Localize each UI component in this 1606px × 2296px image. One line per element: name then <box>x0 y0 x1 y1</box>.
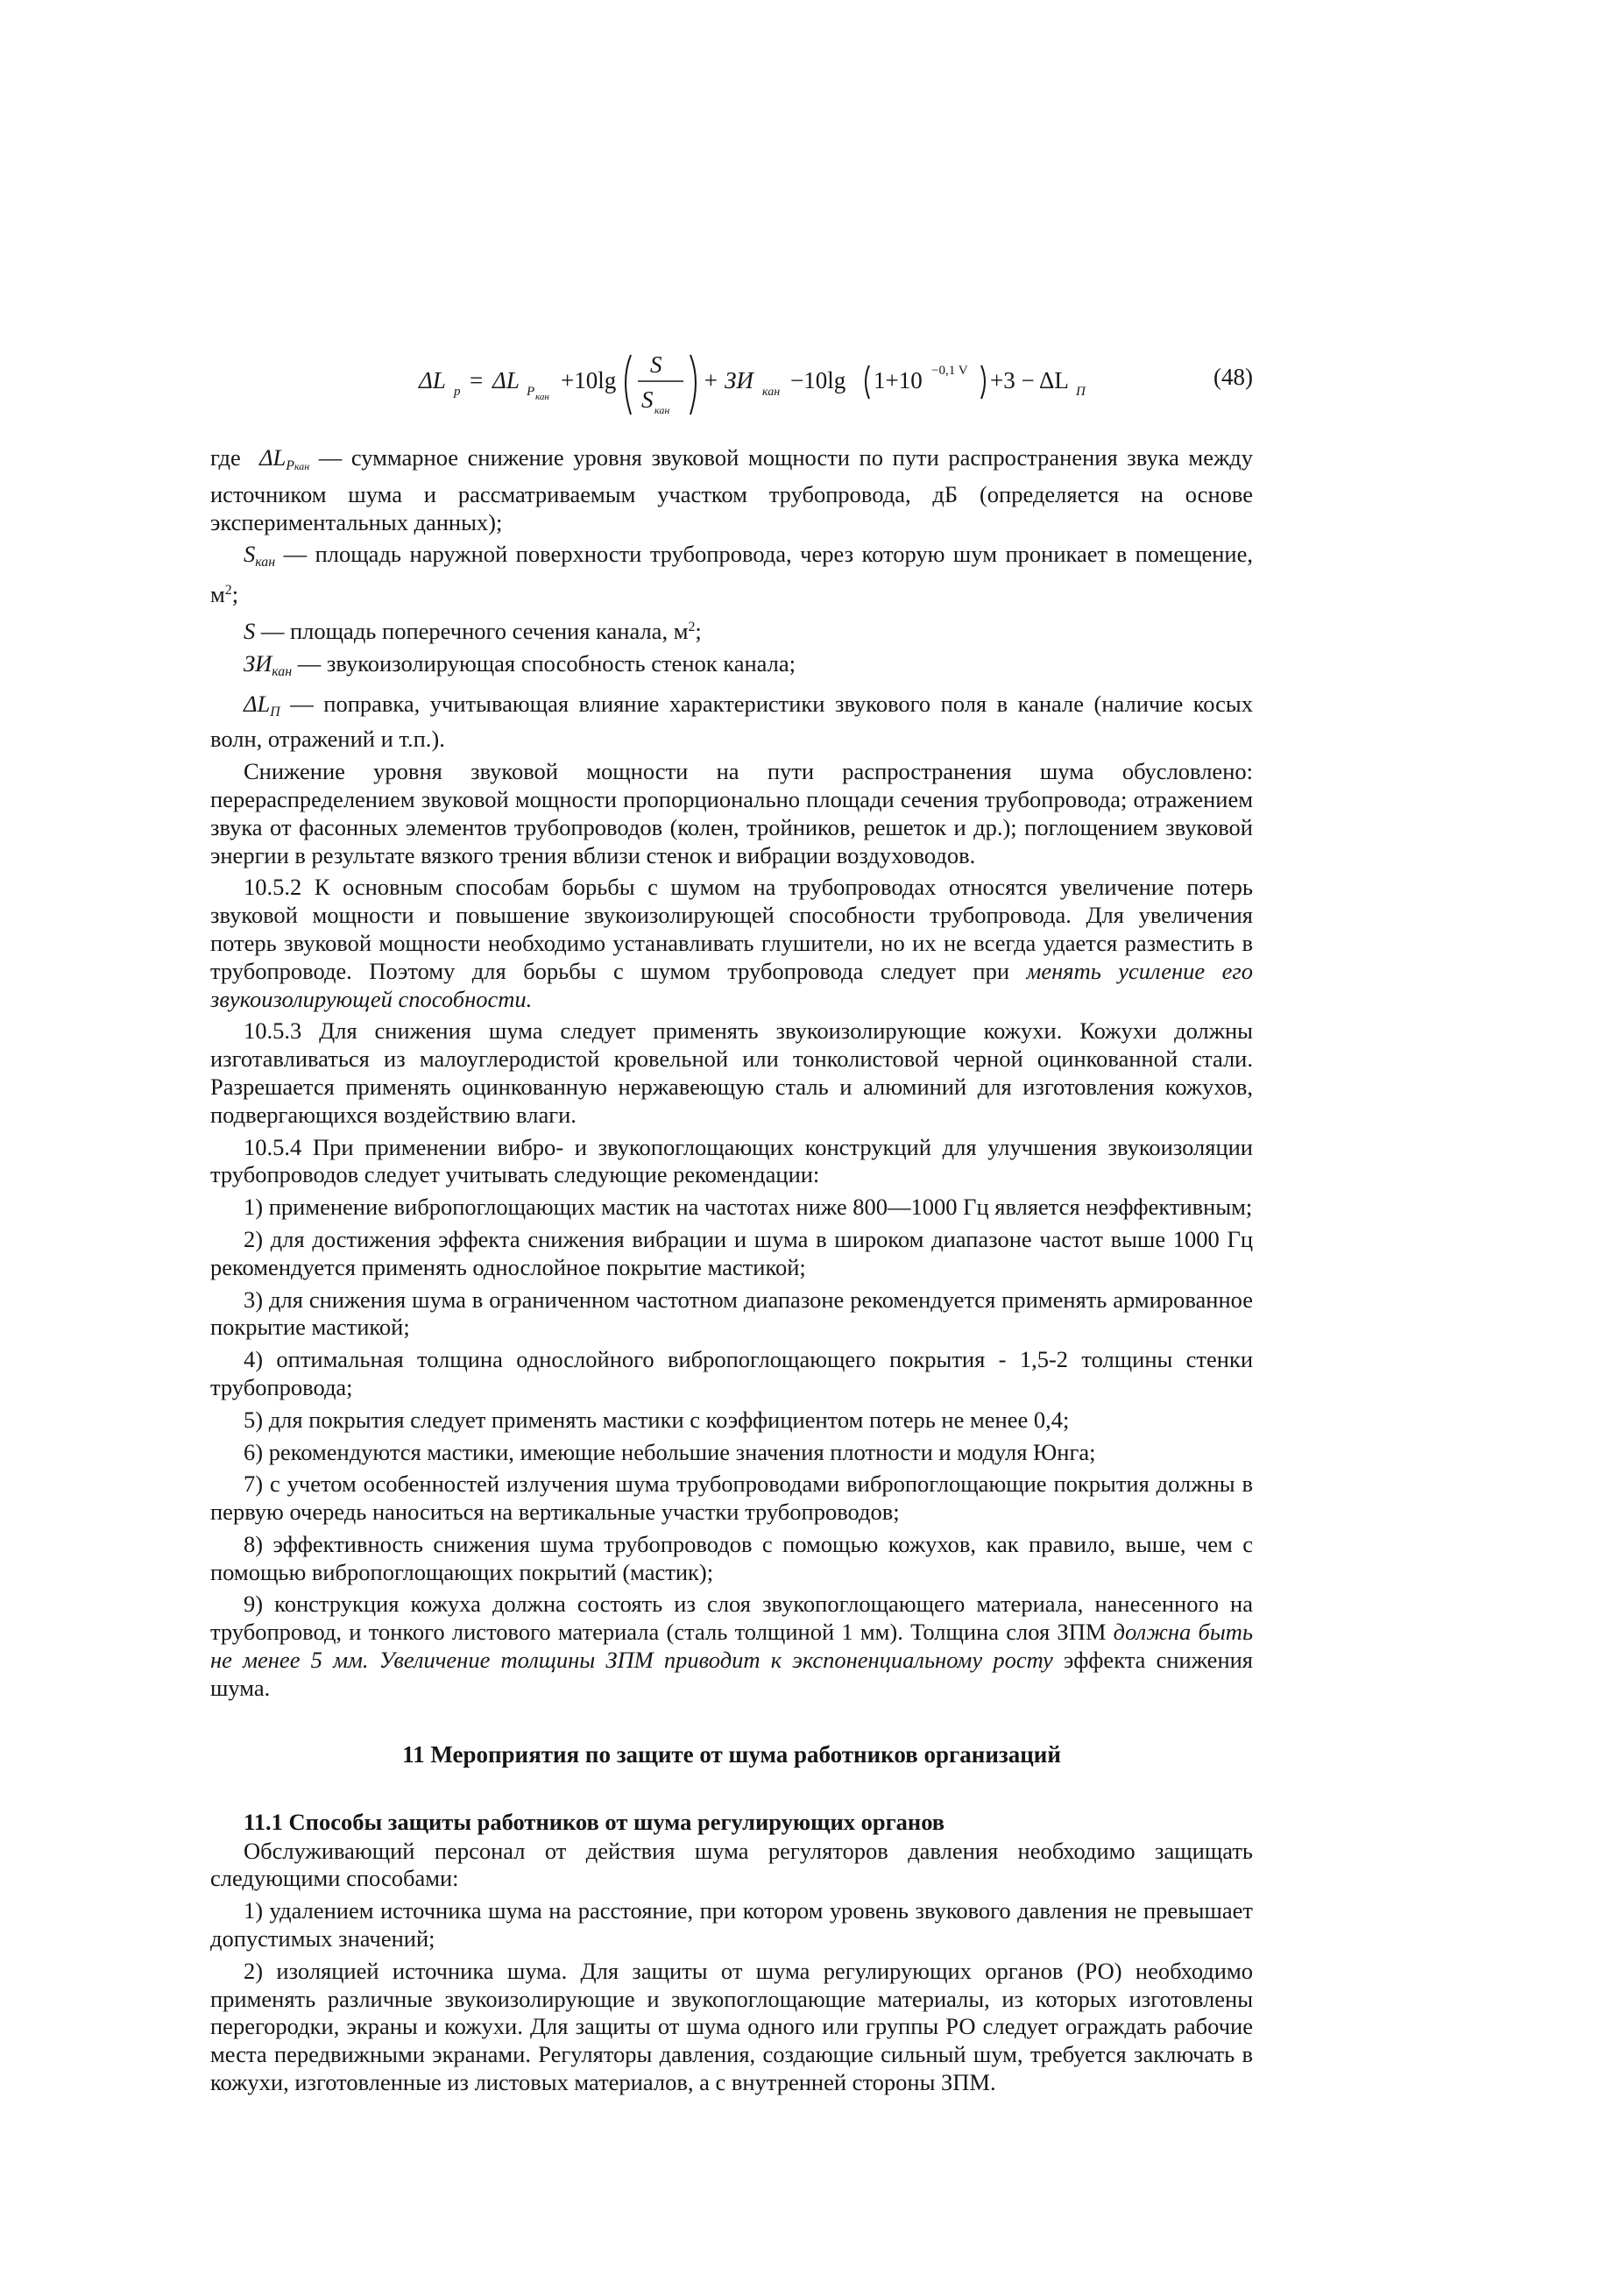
def-symbol: S <box>244 541 256 568</box>
section-11-title: 11 Мероприятия по защите от шума работников организаций <box>402 1740 1061 1768</box>
def-end: ; <box>231 581 239 608</box>
formula-graphic <box>412 337 1165 434</box>
formula-paren-in: 1+10 <box>874 367 923 393</box>
recommendation-9 <box>210 1591 1253 1702</box>
formula-tail-sub: П <box>1076 385 1086 399</box>
formula-tail: +3 − ΔL <box>990 367 1069 393</box>
subsection-11-1-title: 11.1 Способы защиты работников от шума регулирующих органов <box>244 1808 945 1835</box>
def-text: — поправка, учитывающая влияние характеристики звукового поля в канале (наличие косых волн, отражений и т.п.). <box>210 690 1253 753</box>
formula-paren-left <box>626 355 631 415</box>
formula-lhs: ΔL <box>419 367 446 393</box>
formula-frac-num: S <box>650 351 662 378</box>
formula-number: (48) <box>1213 364 1253 390</box>
def-text: — площадь наружной поверхности трубопровода, через которую шум проникает в помещение, м <box>210 541 1253 608</box>
where-subsub: кан <box>294 460 310 472</box>
paragraph-power-reduction: Снижение уровня звуковой мощности на пути распространения шума обусловлено: перераспределением звуковой мощности пропорционально площади сечения трубопровода; отражением звука от фасонных элементов трубопроводов (колен, тройников, решеток и др.); поглощением звуковой энергии в результате вязкого трения вблизи стенок и вибрации воздуховодов. <box>210 758 1253 868</box>
definition-delta-l-p <box>210 691 1253 755</box>
formula-paren2-left <box>866 365 869 399</box>
paragraph-10-5-3: 10.5.3 Для снижения шума следует применять звукоизолирующие кожухи. Кожухи должны изготавливаться из малоуглеродистой кровельной или тонколистовой черной оцинкованной стали. Разрешается применять оцинкованную нержавеющую сталь и алюминий для изготовления кожухов, подвергающихся воздействию влаги. <box>210 1017 1253 1128</box>
method-2: 2) изоляцией источника шума. Для защиты от шума регулирующих органов (РО) необходимо применять различные звукоизолирующие и звукопоглощающие материалы, из которых изготовлены перегородки, экраны и кожухи. Для защиты от шума одного или группы РО следует ограждать рабочие места передвижными экранами. Регуляторы давления, создающие сильный шум, требуется заключать в кожухи, изготовленные из листовых материалов, а с внутренней стороны ЗПМ. <box>210 1957 1253 2096</box>
where-symbol: ΔL <box>259 444 287 471</box>
formula-plus-10lg: +10lg <box>561 367 617 393</box>
paragraph-11-1-intro: Обслуживающий персонал от действия шума регуляторов давления необходимо защищать следующими способами: <box>210 1837 1253 1892</box>
recommendation-4: 4) оптимальная толщина однослойного вибропоглощающего покрытия - 1,5-2 толщины стенки трубопровода; <box>210 1346 1253 1400</box>
formula-exp: −0,1 V <box>931 364 968 378</box>
definition-s-kan <box>210 541 1253 609</box>
recommendation-3: 3) для снижения шума в ограниченном частотном диапазоне рекомендуется применять армированное покрытие мастикой; <box>210 1286 1253 1341</box>
def-symbol: ЗИ <box>244 649 272 677</box>
formula-paren-right <box>690 355 696 415</box>
where-clause <box>210 444 1253 536</box>
recommendation-7: 7) с учетом особенностей излучения шума трубопроводами вибропоглощающие покрытия должны в первую очередь наноситься на вертикальные участки трубопроводов; <box>210 1470 1253 1526</box>
formula-zi-sub: кан <box>762 386 781 399</box>
definition-s <box>210 613 1253 646</box>
recommendation-9-end: эффекта снижения шума. <box>210 1647 1253 1701</box>
formula-paren2-right <box>981 365 985 399</box>
formula-dl2-sub: P <box>527 385 535 399</box>
formula-minus-10lg: −10lg <box>790 367 846 393</box>
where-sub: P <box>286 458 295 473</box>
formula-eq: = <box>470 367 484 393</box>
page-content <box>210 443 1253 2101</box>
formula-dl2: ΔL <box>492 367 520 393</box>
recommendation-2: 2) для достижения эффекта снижения вибрации и шума в широком диапазоне частот выше 1000 Гц рекомендуется применять однослойное покрытие мастикой; <box>210 1225 1253 1280</box>
where-prefix: где <box>210 444 241 471</box>
def-text: — звукоизолирующая способность стенок канала; <box>292 649 796 677</box>
paragraph-10-5-2-text: 10.5.2 К основным способам борьбы с шумом на трубопроводах относятся увеличение потерь звуковой мощности и повышение звукоизолирующей способности трубопровода. Для увеличения потерь звуковой мощности необходимо устанавливать глушители, но их не всегда удается разместить в трубопроводе. Поэтому для борьбы с шумом трубопровода следует при <box>210 874 1253 984</box>
paragraph-10-5-2-italic: менять усиление его звукоизолирующей способности. <box>210 957 1253 1012</box>
formula-zi: + ЗИ <box>703 367 753 393</box>
def-sub: кан <box>255 555 276 570</box>
formula-48 <box>412 337 1253 434</box>
recommendation-9-italic: должна быть не менее 5 мм. Увеличение толщины ЗПМ приводит к экспоненциальному росту <box>210 1619 1253 1674</box>
def-end: ; <box>695 617 702 644</box>
recommendation-5: 5) для покрытия следует применять мастики с коэффициентом потерь не менее 0,4; <box>244 1406 1070 1433</box>
where-text: — суммарное снижение уровня звуковой мощности по пути распространения звука между источником шума и рассматриваемым участком трубопровода, дБ (определяется на основе экспериментальных данных); <box>210 444 1254 535</box>
def-text: — площадь поперечного сечения канала, м <box>255 617 689 644</box>
recommendation-1: 1) применение вибропоглощающих мастик на частотах ниже 800—1000 Гц является неэффективным; <box>244 1194 1253 1221</box>
def-sub: кан <box>272 663 293 679</box>
paragraph-10-5-4: 10.5.4 При применении вибро- и звукопоглощающих конструкций для улучшения звукоизоляции трубопроводов следует учитывать следующие рекомендации: <box>210 1133 1253 1188</box>
recommendation-9-text: 9) конструкция кожуха должна состоять из слоя звукопоглощающего материала, нанесенного на трубопровод, и тонкого листового материала (сталь толщиной 1 мм). Толщина слоя ЗПМ <box>210 1591 1253 1646</box>
def-sup: 2 <box>224 583 232 599</box>
recommendation-8: 8) эффективность снижения шума трубопроводов с помощью кожухов, как правило, выше, чем с помощью вибропоглощающих покрытий (мастик); <box>210 1530 1253 1585</box>
formula-lhs-sub: p <box>454 385 461 399</box>
formula-frac-den-sub: кан <box>654 404 670 416</box>
formula-frac-den: S <box>641 386 654 413</box>
def-sub: П <box>270 704 280 719</box>
method-1: 1) удалением источника шума на расстояние, при котором уровень звукового давления не превышает допустимых значений; <box>210 1897 1253 1952</box>
def-sup: 2 <box>688 619 696 634</box>
paragraph-10-5-2 <box>210 874 1253 1013</box>
recommendation-6: 6) рекомендуются мастики, имеющие небольшие значения плотности и модуля Юнга; <box>244 1438 1096 1465</box>
definition-zi-kan <box>210 650 1253 686</box>
def-symbol: S <box>244 617 256 644</box>
formula-dl2-subsub: кан <box>535 392 549 402</box>
def-symbol: ΔL <box>244 690 271 717</box>
